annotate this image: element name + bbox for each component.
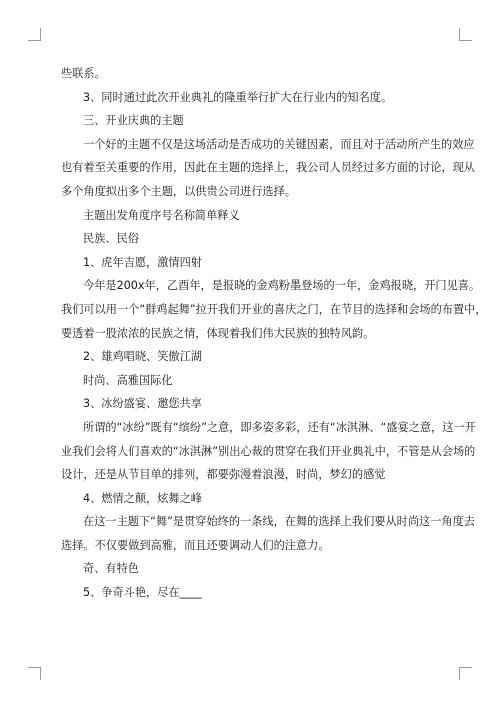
paragraph-line: 3、同时通过此次开业典礼的隆重举行扩大在行业内的知名度。 (83, 90, 393, 104)
paragraph-line: 些联系。 (61, 67, 106, 80)
crop-mark-bottom-right (459, 667, 472, 680)
paragraph-line: 主题出发角度序号名称简单释义 (83, 208, 240, 222)
paragraph-line: 一个好的主题不仅是这场活动是否成功的关键因素，而且对于活动所产生的效应 (83, 137, 475, 151)
paragraph-line: 时尚、高雅国际化 (83, 373, 173, 387)
paragraph-line: 4、燃情之颠，炫舞之峰 (83, 491, 202, 505)
section-heading: 三、开业庆典的主题 (83, 114, 184, 128)
paragraph-line: 民族、民俗 (83, 232, 139, 246)
paragraph-line: 奇、有特色 (83, 562, 139, 576)
paragraph-line: 在这一主题下“舞”是贯穿始终的一条线，在舞的选择上我们要从时尚这一角度去 (83, 515, 475, 529)
paragraph-line: 今年是200x年，乙酉年，是报晓的金鸡粉墨登场的一年，金鸡报晓，开门见喜。 (83, 279, 481, 293)
paragraph-line: 要透着一股浓浓的民族之情，体现着我们伟大民族的独特风韵。 (61, 326, 375, 340)
paragraph-line: 5、争奇斗艳，尽在____ (83, 586, 202, 600)
paragraph-line: 所谓的“冰纷”既有“缤纷”之意，即多姿多彩，还有“冰淇淋、“盛宴之意，这一开 (83, 420, 476, 434)
document-body (61, 62, 487, 605)
paragraph-line: 多个角度拟出多个主题，以供贵公司进行选择。 (61, 184, 296, 198)
paragraph-line: 1、虎年吉愿，激情四射 (83, 255, 202, 269)
paragraph-line: 3、冰纷盛宴、邀您共享 (83, 397, 202, 411)
paragraph-line: 也有着至关重要的作用，因此在主题的选择上，我公司人员经过多方面的讨论，现从 (61, 161, 475, 175)
paragraph-line: 2、雄鸡唱晓、笑傲江湖 (83, 350, 202, 364)
crop-mark-top-right (459, 28, 472, 41)
paragraph-line: 我们可以用一个“群鸡起舞”拉开我们开业的喜庆之门，在节目的选择和会场的布置中， (61, 302, 487, 316)
crop-mark-bottom-left (28, 667, 41, 680)
paragraph-line: 设计，还是从节目单的排列，都要弥漫着浪漫，时尚，梦幻的感觉 (61, 468, 386, 482)
paragraph-line: 选择。不仅要做到高雅，而且还要调动人们的注意力。 (61, 538, 330, 552)
crop-mark-top-left (28, 28, 41, 41)
paragraph-line: 业我们会将人们喜欢的“冰淇淋”别出心裁的贯穿在我们开业典礼中，不管是从会场的 (61, 444, 476, 458)
